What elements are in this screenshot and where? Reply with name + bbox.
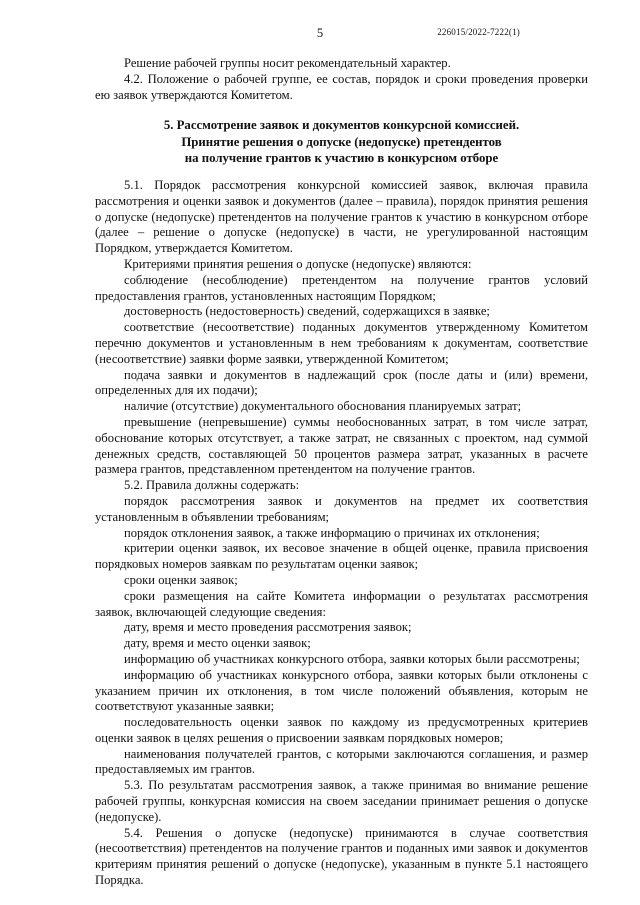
paragraph: информацию об участниках конкурсного отбора, заявки которых были отклонены с указанием причин их отклонения, в том числе положений объявления, которым не соответствуют указанные заявки; xyxy=(95,667,588,714)
paragraph: сроки оценки заявок; xyxy=(124,572,238,587)
paragraph: порядок рассмотрения заявок и документов на предмет их соответствия установленным в объявлении требованиям; xyxy=(95,493,588,524)
paragraph: превышение (непревышение) суммы необоснованных затрат, в том числе затрат, обоснование которых отсутствует, а также затрат, не связанных с проектом, над суммой денежных средств, составляющей 50 процентов размера затрат, указанных в расчете размера грантов, представленном претендентом на получение грантов. xyxy=(95,414,588,477)
section-heading-line: 5. Рассмотрение заявок и документов конкурсной комиссией. xyxy=(163,118,520,133)
paragraph: 5.1. Порядок рассмотрения конкурсной комиссией заявок, включая правила рассмотрения и оценки заявок и документов (далее – правила), порядок принятия решения о допуске (недопуске) претендентов на получение грантов к участию в конкурсном отборе (далее – решение о допуске (недопуске) в части, не урегулированной настоящим Порядком, утверждается Комитетом. xyxy=(95,178,588,256)
section-heading-line: Принятие решения о допуске (недопуске) претендентов xyxy=(181,134,502,149)
paragraph: последовательность оценки заявок по каждому из предусмотренных критериев оценки заявок в целях решения о присвоении заявкам порядковых номеров; xyxy=(95,715,588,745)
section-heading-line: на получение грантов к участию в конкурсном отборе xyxy=(184,150,499,165)
paragraph: достоверность (недостоверность) сведений, содержащихся в заявке; xyxy=(124,304,490,319)
paragraph: Решение рабочей группы носит рекомендательный характер. xyxy=(124,56,451,70)
document-id: 226015/2022-7222(1) xyxy=(437,27,520,37)
paragraph: порядок отклонения заявок, а также информацию о причинах их отклонения; xyxy=(124,525,540,540)
section-heading xyxy=(95,117,588,166)
paragraph: дату, время и место проведения рассмотрения заявок; xyxy=(124,620,412,635)
paragraph: информацию об участниках конкурсного отбора, заявки которых были рассмотрены; xyxy=(124,651,580,666)
paragraph: наименования получателей грантов, с которыми заключаются соглашения, и размер предоставляемых им грантов. xyxy=(95,746,588,777)
paragraph: наличие (отсутствие) документального обоснования планируемых затрат; xyxy=(124,399,522,414)
paragraph: 5.3. По результатам рассмотрения заявок, а также принимая во внимание решение рабочей группы, конкурсная комиссия на своем заседании принимает решения о допуске (недопуске). xyxy=(95,778,588,824)
paragraph: 5.4. Решения о допуске (недопуске) принимаются в случае соответствия (несоответствия) претендентов на получение грантов и поданных ими заявок и документов критериям принятия решений о допуске (недопуске), указанным в пункте 5.1 настоящего Порядка. xyxy=(95,825,588,888)
paragraph: соответствие (несоответствие) поданных документов утвержденному Комитетом перечню документов и установленным в нем требованиям к документам, соответствие (несоответствие) заявки форме заявки, утвержденной Комитетом; xyxy=(95,320,588,366)
document-body xyxy=(95,56,588,889)
paragraph: соблюдение (несоблюдение) претендентом на получение грантов условий предоставления грантов, установленных настоящим Порядком; xyxy=(95,272,588,303)
paragraph: дату, время и место оценки заявок; xyxy=(124,636,311,651)
page-number: 5 xyxy=(316,26,324,40)
paragraph: 5.2. Правила должны содержать: xyxy=(124,478,300,493)
paragraph: подача заявки и документов в надлежащий срок (после даты и (или) времени, определенных для их подачи); xyxy=(95,367,588,398)
paragraph: Критериями принятия решения о допуске (недопуске) являются: xyxy=(124,256,472,271)
paragraph: 4.2. Положение о рабочей группе, ее состав, порядок и сроки проведения проверки ею заявок утверждаются Комитетом. xyxy=(95,71,588,102)
paragraph: сроки размещения на сайте Комитета информации о результатах рассмотрения заявок, включающей следующие сведения: xyxy=(95,588,588,619)
paragraph: критерии оценки заявок, их весовое значение в общей оценке, правила присвоения порядковых номеров заявкам по результатам оценки заявок; xyxy=(95,541,588,572)
